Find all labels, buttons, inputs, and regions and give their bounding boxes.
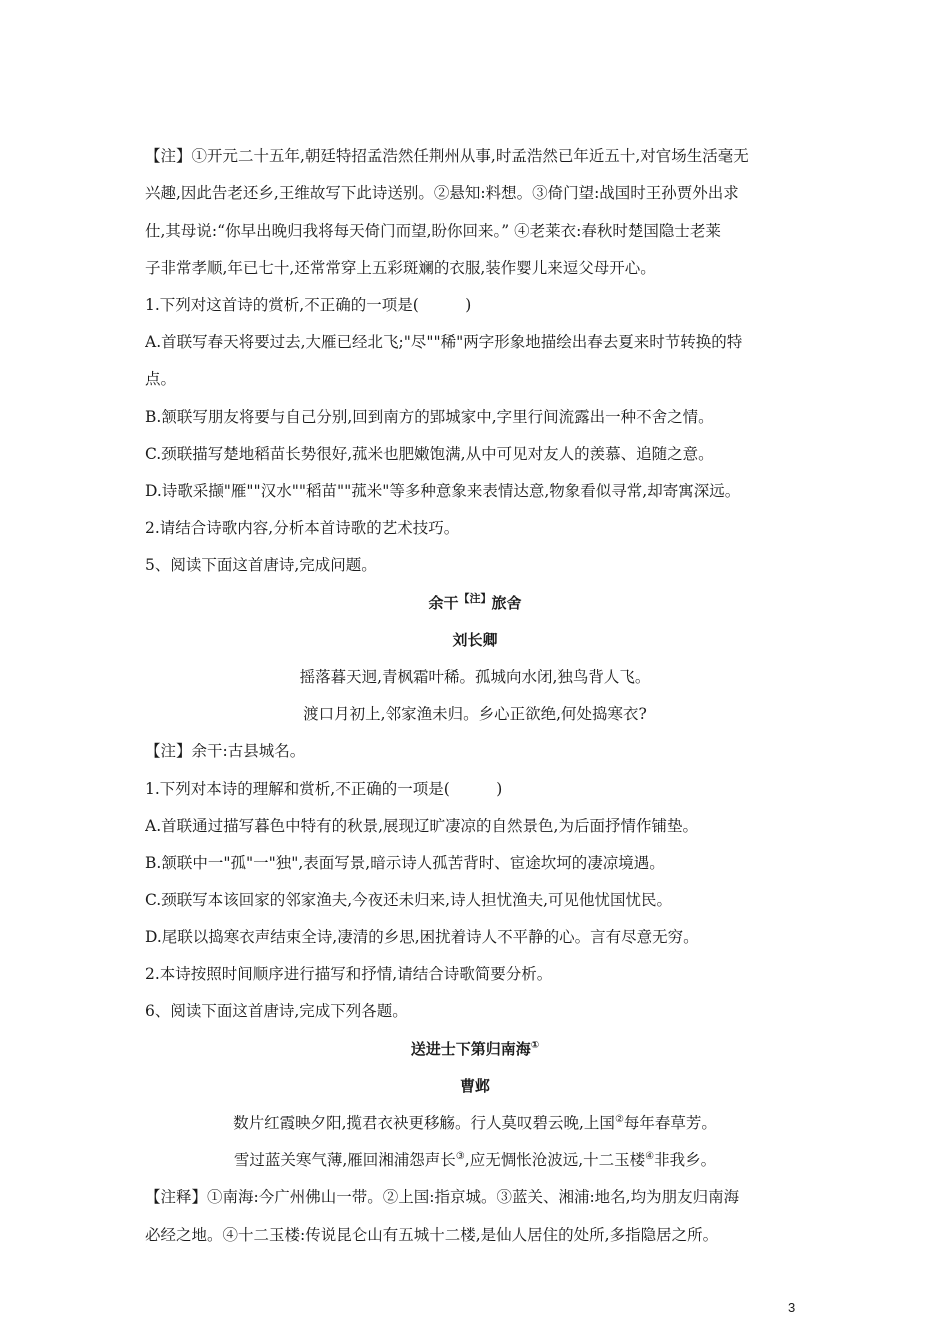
footnote-mark: ① xyxy=(530,1040,540,1051)
option-a-cont: 点。 xyxy=(145,370,177,388)
note-line: 【注释】①南海:今广州佛山一带。②上国:指京城。③蓝关、湘浦:地名,均为朋友归南海 xyxy=(145,1188,740,1206)
question-1: 1.下列对这首诗的赏析,不正确的一项是( ) xyxy=(145,296,472,314)
option-c: C.颈联描写楚地稻苗长势很好,菰米也肥嫩饱满,从中可见对友人的羡慕、追随之意。 xyxy=(145,445,714,463)
option-a: A.首联通过描写暮色中特有的秋景,展现辽旷凄凉的自然景色,为后面抒情作铺垫。 xyxy=(145,817,698,835)
note-line: 兴趣,因此告老还乡,王维故写下此诗送别。②悬知:料想。③倚门望:战国时王孙贾外出求 xyxy=(145,184,739,202)
question-1: 1.下列对本诗的理解和赏析,不正确的一项是( ) xyxy=(145,780,503,798)
poem-title: 余干$^{【注】}$旅舍 xyxy=(428,592,522,612)
page-number: 3 xyxy=(788,1300,796,1315)
poem-line: 雪过蓝关寒气薄,雁回湘浦怨声长③,应无惆怅沧波远,十二玉楼④非我乡。 xyxy=(233,1150,717,1169)
option-c: C.颈联写本该回家的邻家渔夫,今夜还未归来,诗人担忧渔夫,可见他忧国忧民。 xyxy=(145,891,673,909)
footnote-mark: ④ xyxy=(645,1150,655,1162)
footnote-mark: ② xyxy=(614,1113,624,1125)
footnote-mark: ③ xyxy=(455,1150,465,1162)
option-d: D.诗歌采撷"雁""汉水""稻苗""菰米"等多种意象来表情达意,物象看似寻常,却寄寓深远。 xyxy=(145,482,741,500)
poem-note: 【注】余干:古县城名。 xyxy=(145,742,306,760)
poem-line: 数片红霞映夕阳,揽君衣袂更移觞。行人莫叹碧云晚,上国②每年春草芳。 xyxy=(233,1113,717,1132)
section-intro-6: 6、阅读下面这首唐诗,完成下列各题。 xyxy=(145,1002,408,1020)
question-2: 2.本诗按照时间顺序进行描写和抒情,请结合诗歌简要分析。 xyxy=(145,965,553,983)
poem-line: 渡口月初上,邻家渔未归。乡心正欲绝,何处捣寒衣? xyxy=(303,705,647,723)
option-b: B.颔联写朋友将要与自己分别,回到南方的郢城家中,字里行间流露出一种不舍之情。 xyxy=(145,408,714,426)
option-b: B.颔联中一"孤"一"独",表面写景,暗示诗人孤苦背时、宦途坎坷的凄凉境遇。 xyxy=(145,854,665,872)
section-intro-5: 5、阅读下面这首唐诗,完成问题。 xyxy=(145,556,377,574)
note-line: 【注】①开元二十五年,朝廷特招孟浩然任荆州从事,时孟浩然已年近五十,对官场生活毫无 xyxy=(145,147,749,165)
note-line: 子非常孝顺,年已七十,还常常穿上五彩斑斓的衣服,装作婴儿来逗父母开心。 xyxy=(145,259,656,277)
poem-author: 曹邺 xyxy=(459,1077,490,1095)
option-a: A.首联写春天将要过去,大雁已经北飞;"尽""稀"两字形象地描绘出春去夏来时节转换的特 xyxy=(145,333,743,351)
poem-title: 送进士下第归南海① xyxy=(410,1040,540,1058)
question-2: 2.请结合诗歌内容,分析本首诗歌的艺术技巧。 xyxy=(145,519,460,537)
note-tag: 【注】 xyxy=(458,592,492,605)
poem-line: 摇落暮天迥,青枫霜叶稀。孤城向水闭,独鸟背人飞。 xyxy=(299,668,651,686)
note-line: 必经之地。④十二玉楼:传说昆仑山有五城十二楼,是仙人居住的处所,多指隐居之所。 xyxy=(145,1226,719,1244)
poem-author: 刘长卿 xyxy=(452,631,498,649)
note-line: 仕,其母说:“你早出晚归我将每天倚门而望,盼你回来。” ④老莱衣:春秋时楚国隐士老莱 xyxy=(145,222,721,240)
option-d: D.尾联以捣寒衣声结束全诗,凄清的乡思,困扰着诗人不平静的心。言有尽意无穷。 xyxy=(145,928,699,946)
